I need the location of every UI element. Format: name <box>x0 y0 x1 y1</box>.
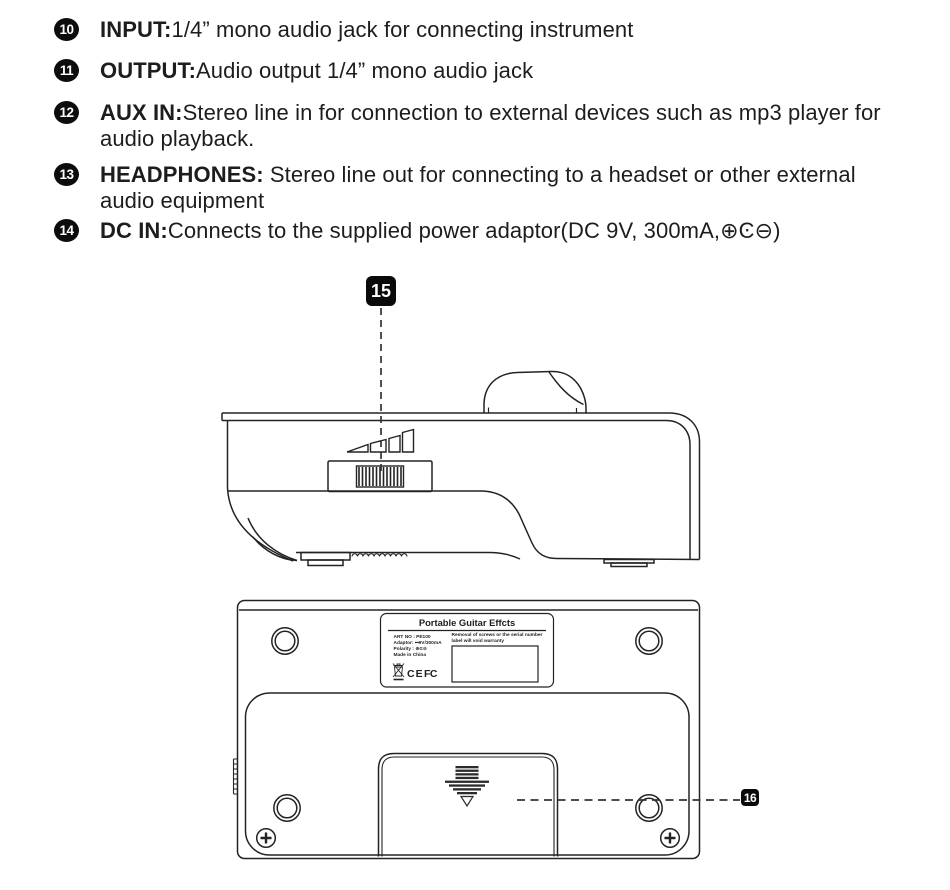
item-number-badge: 10 <box>54 18 79 41</box>
item-text <box>100 58 915 84</box>
item-text <box>100 17 915 43</box>
ce-mark: CE <box>407 668 424 680</box>
list-item-10 <box>54 17 915 43</box>
serial-number-box <box>452 646 538 682</box>
rubber-foot <box>272 628 298 654</box>
item-desc: Audio output 1/4” mono audio jack <box>196 58 534 83</box>
rubber-foot <box>274 795 300 821</box>
item-number-badge: 12 <box>54 101 79 124</box>
spec-label <box>381 614 554 688</box>
callout-16-badge: 16 <box>741 789 759 806</box>
item-term: INPUT: <box>100 17 172 42</box>
item-desc: 1/4” mono audio jack for connecting instrument <box>171 17 634 42</box>
list-item-12 <box>54 100 915 152</box>
screw <box>257 829 276 848</box>
label-art-no: ART NO : PE100 <box>393 635 431 640</box>
item-term: DC IN: <box>100 218 168 243</box>
item-desc: Stereo line in for connection to external devices such as mp3 player for audio playback. <box>100 100 881 151</box>
label-title: Portable Guitar Effcts <box>418 617 516 628</box>
item-desc: Connects to the supplied power adaptor(DC 9V, 300mA,⊕Ͼ⊖) <box>167 218 781 243</box>
item-text <box>100 100 915 152</box>
rubber-foot <box>604 560 654 567</box>
item-number-badge: 13 <box>54 163 79 186</box>
serration <box>352 554 407 557</box>
item-number-badge: 11 <box>54 59 79 82</box>
item-term: AUX IN: <box>100 100 183 125</box>
item-term: HEADPHONES: <box>100 162 264 187</box>
rubber-foot <box>636 795 662 821</box>
item-text <box>100 162 915 214</box>
device-side-view <box>222 371 700 566</box>
label-origin: Made in China <box>393 653 427 658</box>
volume-thumbwheel <box>357 466 404 487</box>
fcc-mark: FC <box>424 668 437 680</box>
device-bottom-view <box>234 601 700 859</box>
weee-icon <box>393 664 404 680</box>
callout-15-badge: 15 <box>366 276 396 306</box>
slide-arrow-icon <box>445 766 489 806</box>
label-warranty-line2: label will void warranty <box>451 639 505 644</box>
list-item-13 <box>54 162 915 214</box>
item-number-badge: 14 <box>54 219 79 242</box>
label-polarity: Polarity : ⊕Ͼ⊖ <box>393 647 427 652</box>
rubber-foot <box>636 628 662 654</box>
screw <box>661 829 680 848</box>
label-warranty-line1: Removal of screws or the serial number <box>451 633 543 638</box>
list-item-14 <box>54 218 915 244</box>
item-desc: Stereo line out for connecting to a headset or other external audio equipment <box>100 162 856 213</box>
footswitch-bump <box>484 371 586 412</box>
label-adaptor: Adaptor: ⎓9V/300mA <box>393 641 442 646</box>
item-text <box>100 218 915 244</box>
rubber-foot <box>301 553 350 566</box>
item-term: OUTPUT: <box>100 58 197 83</box>
list-item-11 <box>54 58 915 84</box>
